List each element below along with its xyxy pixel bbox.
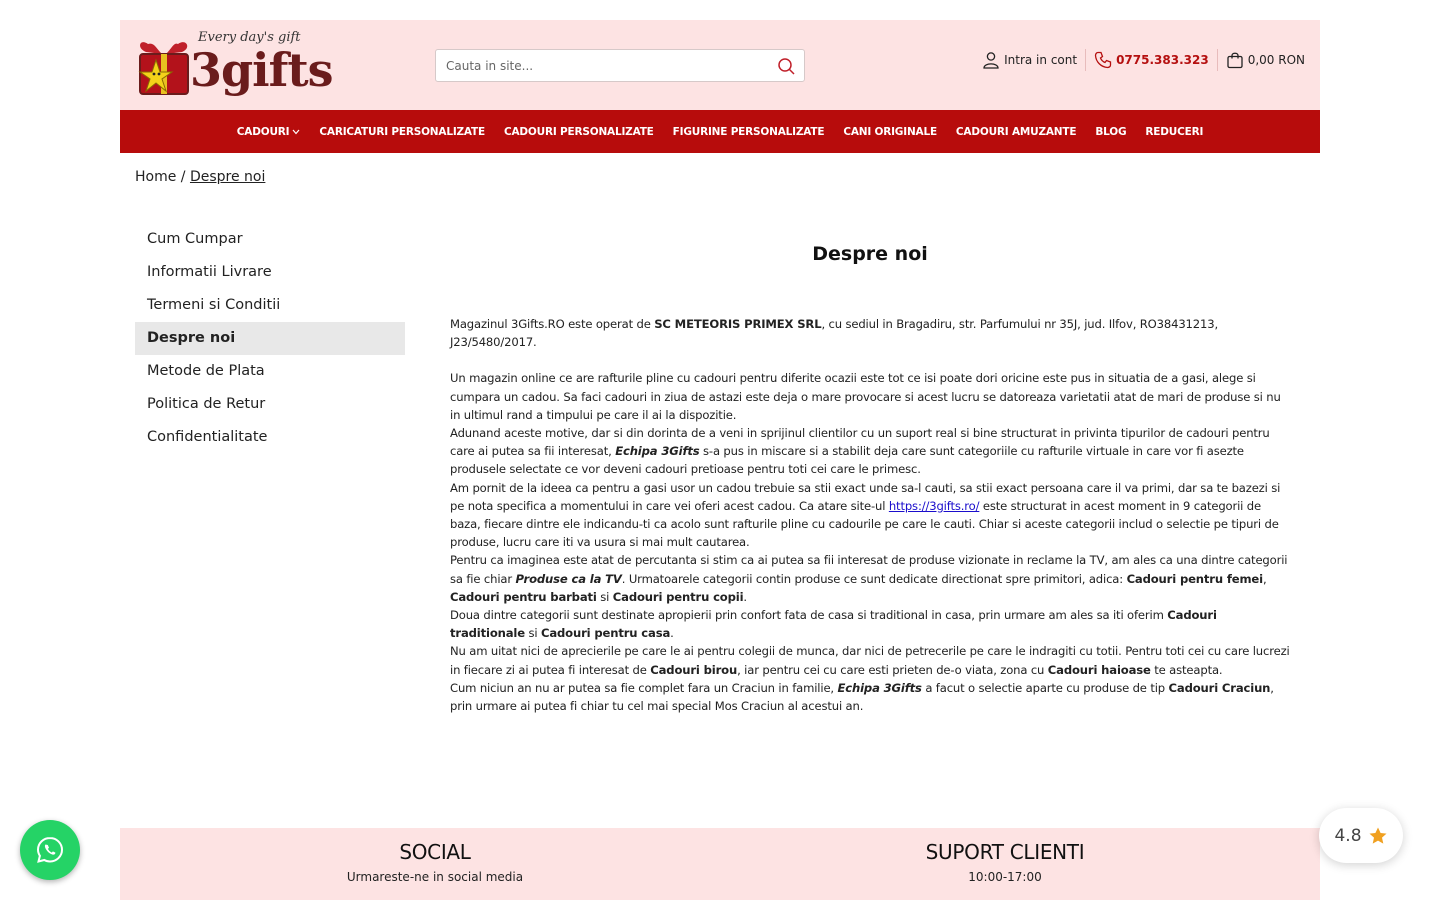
text: , [1262, 571, 1267, 586]
category-traditionale: Cadouri traditionale [450, 608, 1217, 641]
paragraph-office [450, 642, 1290, 678]
shopping-bag-icon [1226, 51, 1244, 69]
sidebar-item-confidentialitate[interactable]: Confidentialitate [147, 429, 268, 445]
logo-tagline: Every day's gift [198, 30, 301, 45]
team-name: Echipa 3Gifts [615, 444, 700, 459]
text: Magazinul 3Gifts.RO este operat de [450, 317, 655, 331]
text: , cu sediul in Bragadiru, str. Parfumului nr 35J, jud. Ilfov, RO38431213, J23/5480/2017. [450, 317, 1218, 350]
sidebar-item-metode-de-plata[interactable]: Metode de Plata [147, 363, 265, 379]
nav-item-caricaturi-personalizate[interactable] [319, 126, 485, 138]
text: Adunand aceste motive, dar si din dorinta de a veni in sprijinul clientilor cu un suport real si bine structurat in privinta tipurilor de cadouri pentru care ai putea sa fii interesat, [450, 426, 1270, 459]
paragraph-intro: Un magazin online ce are rafturile pline cu cadouri pentru diferite ocazii este tot ce isi poate dori oricine este pus in situatia de a gasi, alege si cumpara un cadou. Sa faci cadouri in ziua de astazi este deja o mare provocare si acest lucru se datoreaza varietatii atat de mari de produse si nu in ultimul rand a timpului pe care il ai la dispozitie. [450, 371, 1281, 422]
nav-item-label: BLOG [1095, 125, 1127, 138]
sidebar-item-informatii-livrare[interactable]: Informatii Livrare [147, 264, 272, 280]
gift-box-icon [134, 38, 194, 98]
spacer [450, 351, 1290, 369]
nav-item-figurine-personalizate[interactable] [673, 126, 825, 138]
text: s-a pus in miscare si a stabilit deja care sunt categoriile cu rafturile virtuale in care vor fi asezte produsele selectate ce vor deveni cadouri pretioase pentru toti cei care le primesc. [450, 444, 1244, 477]
text: Cum niciun an nu ar putea sa fie complet fara un Craciun in familie, [450, 680, 838, 695]
nav-item-label: CARICATURI PERSONALIZATE [319, 125, 485, 138]
category-barbati: Cadouri pentru barbati [450, 589, 597, 604]
footer-social-subtitle: Urmareste-ne in social media [346, 870, 524, 884]
logo-wordmark: 3gifts [190, 43, 333, 97]
paragraph-christmas [450, 679, 1290, 715]
nav-item-label: CADOURI AMUZANTE [955, 125, 1077, 138]
nav-item-label: REDUCERI [1145, 125, 1204, 138]
category-tv: Produse ca la TV [515, 571, 622, 586]
team-name: Echipa 3Gifts [837, 680, 922, 695]
search-input[interactable] [436, 50, 766, 81]
category-birou: Cadouri birou [650, 662, 738, 677]
about-text [450, 315, 1290, 715]
footer-support-hours: 10:00-17:00 [968, 870, 1042, 884]
footer-support-title: SUPORT CLIENTI [925, 840, 1085, 864]
nav-item-cadouri-amuzante[interactable] [956, 126, 1076, 138]
chevron-down-icon [292, 129, 300, 135]
cart-link[interactable] [1226, 51, 1305, 69]
breadcrumb-home[interactable]: Home [135, 169, 177, 185]
category-copii: Cadouri pentru copii [612, 589, 744, 604]
text: a facut o selectie aparte cu produse de tip [921, 680, 1169, 695]
text: Doua dintre categorii sunt destinate apropierii prin confort fata de casa si traditional in casa, prin urmare am ales sa iti oferim [450, 608, 1168, 623]
category-femei: Cadouri pentru femei [1126, 571, 1263, 586]
text: si [524, 626, 541, 641]
text: Am pornit de la ideea ca pentru a gasi usor un cadou trebuie sa stii exact unde sa-l cauti, sa stii exact persoana care il va primi, dar sa te bazezi si pe nota specifica a momentului in care vei oferi acest cadou. Ca atare site-ul [450, 480, 1281, 513]
nav-item-cani-originale[interactable] [843, 126, 937, 138]
rating-value: 4.8 [1334, 825, 1362, 846]
paragraph-motives [450, 424, 1290, 479]
text: , prin urmare ai putea fi chiar tu cel mai special Mos Craciun al acestui an. [450, 680, 1274, 714]
main-navigation [120, 110, 1320, 153]
phone-icon [1094, 51, 1112, 69]
divider [1085, 49, 1086, 71]
breadcrumb [135, 169, 265, 185]
text: . Urmatoarele categorii contin produse ce sunt dedicate directionat spre primitori, adica: [621, 571, 1127, 586]
divider [1217, 49, 1218, 71]
nav-item-reduceri[interactable] [1145, 126, 1203, 138]
text: Pentru ca imaginea este atat de percutanta si stim ca ai putea sa fii interesat de produse vizionate in reclame la TV, am ales ca una dintre categorii sa fie chiar [450, 553, 1288, 586]
sidebar-item-despre-noi[interactable]: Despre noi [135, 322, 405, 355]
sidebar-item-cum-cumpar[interactable]: Cum Cumpar [147, 231, 243, 247]
nav-item-blog[interactable] [1095, 126, 1126, 138]
paragraph-categories [450, 479, 1290, 552]
breadcrumb-separator: / [180, 169, 186, 185]
star-icon [1368, 826, 1388, 846]
text: te asteapta. [1150, 662, 1223, 677]
site-logo[interactable] [134, 28, 334, 102]
paragraph-company [450, 315, 1290, 351]
paragraph-tv [450, 551, 1290, 606]
phone-link[interactable] [1094, 51, 1209, 69]
whatsapp-icon [35, 835, 65, 865]
nav-item-label: FIGURINE PERSONALIZATE [672, 125, 825, 138]
nav-item-label: CADOURI PERSONALIZATE [503, 125, 654, 138]
text: , iar pentru cei cu care esti prieten de-o viata, zona cu [737, 662, 1048, 677]
user-icon [982, 51, 1000, 69]
nav-item-cadouri-personalizate[interactable] [504, 126, 654, 138]
site-link[interactable]: https://3gifts.ro/ [888, 498, 980, 513]
site-header [120, 20, 1320, 110]
search-box [435, 49, 805, 82]
header-actions [982, 48, 1305, 72]
text: . [670, 626, 674, 641]
nav-item-label: CADOURI [236, 125, 290, 138]
whatsapp-button[interactable] [20, 820, 80, 880]
footer-social-title: SOCIAL [399, 840, 471, 864]
text: este structurat in acest moment in 9 categorii de baza, fiecare dintre ele indicandu-ti ca acolo sunt rafturile pline cu cadourile pe care le cauti. Chiar si aceste categorii includ o selectie pe tipuri de produse, lucru care iti va usura si mai mult cautarea. [450, 498, 1279, 550]
category-haioase: Cadouri haioase [1047, 662, 1151, 677]
main-content [450, 240, 1290, 715]
sidebar-item-politica-de-retur[interactable]: Politica de Retur [147, 396, 266, 412]
breadcrumb-current[interactable]: Despre noi [189, 169, 266, 185]
account-label: Intra in cont [1004, 53, 1078, 67]
site-footer [120, 828, 1320, 900]
account-link[interactable] [982, 51, 1077, 69]
text: si [596, 589, 613, 604]
paragraph-home [450, 606, 1290, 642]
company-name: SC METEORIS PRIMEX SRL [654, 317, 822, 331]
phone-number: 0775.383.323 [1116, 53, 1209, 67]
category-casa: Cadouri pentru casa [541, 626, 671, 641]
nav-item-cadouri[interactable] [237, 126, 301, 138]
text: . [743, 589, 747, 604]
rating-badge[interactable] [1319, 808, 1403, 863]
text: Nu am uitat nici de aprecierile pe care le ai pentru colegii de munca, dar nici de petrecerile pe care le indragiti cu totii. Pentru toti cei cu care lucrezi in fiecare zi ai putea fi interesat de [450, 644, 1290, 677]
page-title: Despre noi [812, 243, 928, 265]
sidebar-item-termeni-si-conditii[interactable]: Termeni si Conditii [147, 297, 281, 313]
cart-total: 0,00 RON [1247, 53, 1305, 67]
search-icon[interactable] [776, 56, 796, 76]
nav-item-label: CANI ORIGINALE [843, 125, 937, 138]
footer-social [235, 840, 635, 884]
category-craciun: Cadouri Craciun [1168, 680, 1271, 695]
info-sidebar [135, 223, 405, 454]
footer-support [805, 840, 1205, 884]
